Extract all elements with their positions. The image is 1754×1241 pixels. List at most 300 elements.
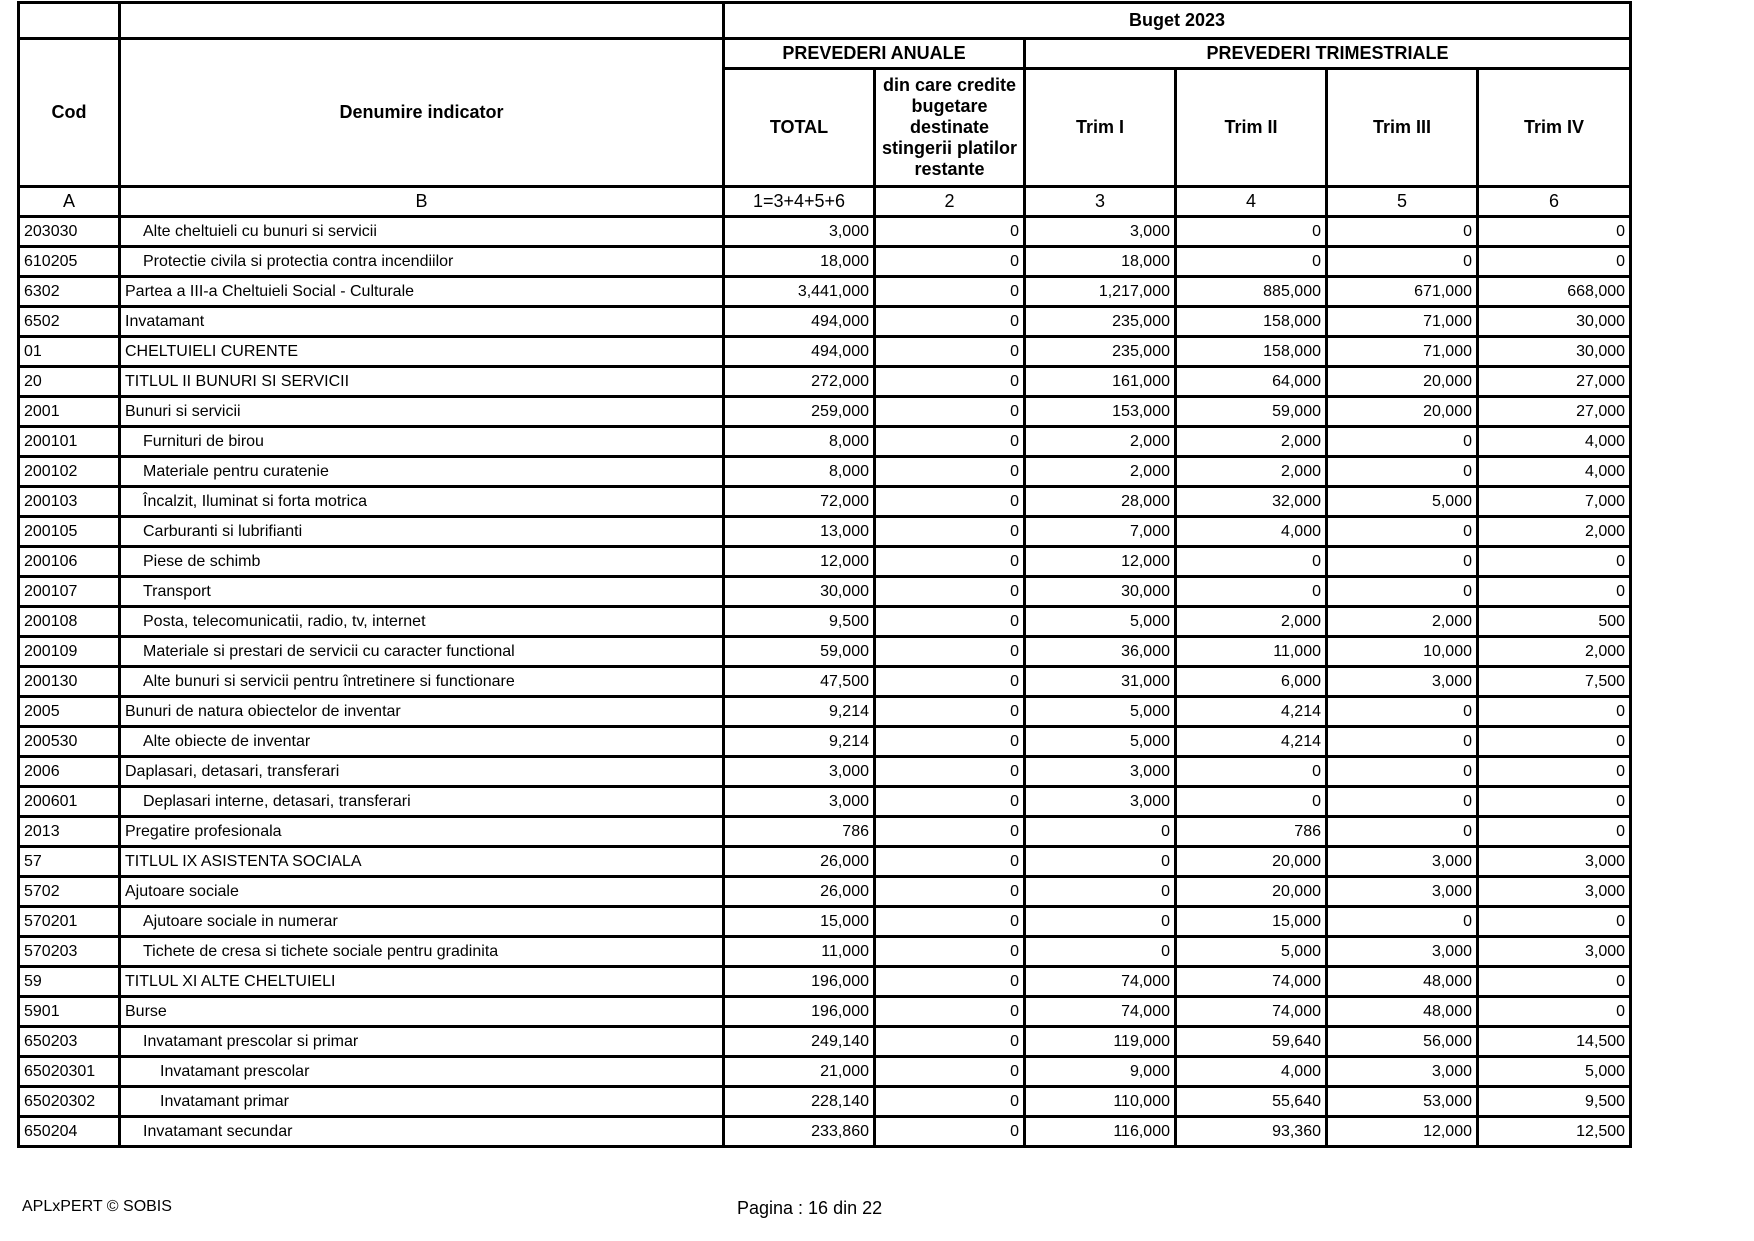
index-label-b: B — [120, 187, 724, 217]
cell-trim2: 0 — [1176, 217, 1327, 247]
cell-credite: 0 — [875, 877, 1025, 907]
cell-credite: 0 — [875, 787, 1025, 817]
cell-trim2: 5,000 — [1176, 937, 1327, 967]
cell-trim1: 119,000 — [1025, 1027, 1176, 1057]
cell-trim1: 0 — [1025, 907, 1176, 937]
cell-trim4: 9,500 — [1478, 1087, 1631, 1117]
cell-trim2: 0 — [1176, 247, 1327, 277]
cell-trim3: 0 — [1327, 457, 1478, 487]
cell-trim3: 53,000 — [1327, 1087, 1478, 1117]
cell-denumire: Burse — [120, 997, 724, 1027]
cell-trim2: 6,000 — [1176, 667, 1327, 697]
cell-trim3: 0 — [1327, 907, 1478, 937]
cell-trim2: 93,360 — [1176, 1117, 1327, 1147]
cell-trim4: 0 — [1478, 787, 1631, 817]
cell-credite: 0 — [875, 997, 1025, 1027]
cell-trim4: 3,000 — [1478, 877, 1631, 907]
cell-total: 13,000 — [724, 517, 875, 547]
cell-trim3: 71,000 — [1327, 337, 1478, 367]
cell-denumire: Furnituri de birou — [120, 427, 724, 457]
cell-trim1: 5,000 — [1025, 697, 1176, 727]
cell-trim3: 48,000 — [1327, 967, 1478, 997]
budget-table — [17, 1, 1632, 1148]
cell-trim3: 0 — [1327, 757, 1478, 787]
cell-denumire: TITLUL IX ASISTENTA SOCIALA — [120, 847, 724, 877]
cell-trim4: 27,000 — [1478, 397, 1631, 427]
cell-trim3: 3,000 — [1327, 667, 1478, 697]
cell-cod: 610205 — [19, 247, 120, 277]
cell-trim2: 0 — [1176, 577, 1327, 607]
cell-trim4: 0 — [1478, 967, 1631, 997]
cell-trim3: 3,000 — [1327, 937, 1478, 967]
table-row — [19, 367, 1631, 397]
cell-trim1: 5,000 — [1025, 727, 1176, 757]
cell-trim3: 71,000 — [1327, 307, 1478, 337]
cell-cod: 6302 — [19, 277, 120, 307]
cell-trim3: 12,000 — [1327, 1117, 1478, 1147]
table-row — [19, 937, 1631, 967]
table-row — [19, 457, 1631, 487]
table-row — [19, 397, 1631, 427]
cell-denumire: Ajutoare sociale in numerar — [120, 907, 724, 937]
cell-credite: 0 — [875, 667, 1025, 697]
cell-trim2: 20,000 — [1176, 877, 1327, 907]
cell-credite: 0 — [875, 457, 1025, 487]
cell-trim2: 11,000 — [1176, 637, 1327, 667]
cell-trim4: 0 — [1478, 757, 1631, 787]
cell-denumire: TITLUL XI ALTE CHELTUIELI — [120, 967, 724, 997]
cell-denumire: Pregatire profesionala — [120, 817, 724, 847]
cell-trim1: 74,000 — [1025, 997, 1176, 1027]
cell-trim3: 5,000 — [1327, 487, 1478, 517]
cell-total: 8,000 — [724, 457, 875, 487]
cell-cod: 2005 — [19, 697, 120, 727]
cell-trim3: 0 — [1327, 217, 1478, 247]
cell-trim1: 5,000 — [1025, 607, 1176, 637]
cell-trim2: 2,000 — [1176, 427, 1327, 457]
cell-trim1: 1,217,000 — [1025, 277, 1176, 307]
cell-trim3: 3,000 — [1327, 877, 1478, 907]
cell-denumire: Invatamant secundar — [120, 1117, 724, 1147]
cell-credite: 0 — [875, 967, 1025, 997]
table-row — [19, 817, 1631, 847]
cell-cod: 5901 — [19, 997, 120, 1027]
cell-trim4: 4,000 — [1478, 457, 1631, 487]
table-row — [19, 697, 1631, 727]
cell-total: 3,000 — [724, 787, 875, 817]
cell-trim4: 30,000 — [1478, 337, 1631, 367]
cell-trim3: 0 — [1327, 697, 1478, 727]
table-row — [19, 1057, 1631, 1087]
column-header-total: TOTAL — [724, 69, 875, 187]
cell-cod: 200106 — [19, 547, 120, 577]
footer-page-number: Pagina : 16 din 22 — [737, 1198, 883, 1218]
cell-denumire: Invatamant prescolar — [120, 1057, 724, 1087]
cell-cod: 200101 — [19, 427, 120, 457]
index-label-trim1: 3 — [1025, 187, 1176, 217]
cell-trim3: 2,000 — [1327, 607, 1478, 637]
cell-trim3: 0 — [1327, 427, 1478, 457]
cell-total: 3,000 — [724, 757, 875, 787]
cell-cod: 203030 — [19, 217, 120, 247]
cell-total: 26,000 — [724, 847, 875, 877]
cell-trim1: 235,000 — [1025, 307, 1176, 337]
cell-credite: 0 — [875, 277, 1025, 307]
cell-trim1: 28,000 — [1025, 487, 1176, 517]
cell-denumire: Posta, telecomunicatii, radio, tv, internet — [120, 607, 724, 637]
cell-denumire: Alte bunuri si servicii pentru întretinere si functionare — [120, 667, 724, 697]
cell-credite: 0 — [875, 1087, 1025, 1117]
cell-credite: 0 — [875, 637, 1025, 667]
cell-cod: 200105 — [19, 517, 120, 547]
table-row — [19, 337, 1631, 367]
cell-trim4: 0 — [1478, 247, 1631, 277]
cell-total: 15,000 — [724, 907, 875, 937]
footer-copyright: APLxPERT © SOBIS — [22, 1198, 172, 1215]
cell-trim4: 500 — [1478, 607, 1631, 637]
cell-trim2: 4,000 — [1176, 1057, 1327, 1087]
cell-trim1: 235,000 — [1025, 337, 1176, 367]
table-row — [19, 877, 1631, 907]
cell-trim2: 2,000 — [1176, 607, 1327, 637]
cell-denumire: Tichete de cresa si tichete sociale pentru gradinita — [120, 937, 724, 967]
cell-cod: 200108 — [19, 607, 120, 637]
table-row — [19, 967, 1631, 997]
cell-total: 9,500 — [724, 607, 875, 637]
cell-trim3: 48,000 — [1327, 997, 1478, 1027]
cell-cod: 59 — [19, 967, 120, 997]
cell-trim2: 32,000 — [1176, 487, 1327, 517]
index-label-trim3: 5 — [1327, 187, 1478, 217]
cell-trim4: 4,000 — [1478, 427, 1631, 457]
cell-total: 494,000 — [724, 307, 875, 337]
cell-credite: 0 — [875, 727, 1025, 757]
cell-total: 259,000 — [724, 397, 875, 427]
cell-total: 30,000 — [724, 577, 875, 607]
cell-credite: 0 — [875, 1117, 1025, 1147]
cell-credite: 0 — [875, 487, 1025, 517]
cell-trim2: 158,000 — [1176, 307, 1327, 337]
cell-credite: 0 — [875, 817, 1025, 847]
cell-trim4: 0 — [1478, 547, 1631, 577]
group-header-trimestriale: PREVEDERI TRIMESTRIALE — [1025, 39, 1631, 69]
cell-total: 196,000 — [724, 967, 875, 997]
cell-trim1: 2,000 — [1025, 457, 1176, 487]
cell-trim2: 74,000 — [1176, 997, 1327, 1027]
cell-total: 11,000 — [724, 937, 875, 967]
cell-denumire: Materiale pentru curatenie — [120, 457, 724, 487]
cell-trim1: 18,000 — [1025, 247, 1176, 277]
cell-cod: 6502 — [19, 307, 120, 337]
cell-cod: 570203 — [19, 937, 120, 967]
cell-credite: 0 — [875, 397, 1025, 427]
cell-credite: 0 — [875, 427, 1025, 457]
cell-credite: 0 — [875, 1057, 1025, 1087]
cell-denumire: Alte obiecte de inventar — [120, 727, 724, 757]
cell-trim3: 3,000 — [1327, 847, 1478, 877]
cell-trim1: 74,000 — [1025, 967, 1176, 997]
cell-trim3: 20,000 — [1327, 397, 1478, 427]
cell-trim4: 7,500 — [1478, 667, 1631, 697]
cell-trim1: 3,000 — [1025, 787, 1176, 817]
cell-trim4: 0 — [1478, 217, 1631, 247]
cell-total: 9,214 — [724, 697, 875, 727]
cell-cod: 65020301 — [19, 1057, 120, 1087]
cell-trim2: 158,000 — [1176, 337, 1327, 367]
cell-credite: 0 — [875, 697, 1025, 727]
cell-trim4: 2,000 — [1478, 637, 1631, 667]
cell-credite: 0 — [875, 217, 1025, 247]
table-row — [19, 847, 1631, 877]
cell-cod: 2001 — [19, 397, 120, 427]
cell-trim1: 0 — [1025, 937, 1176, 967]
cell-trim3: 0 — [1327, 727, 1478, 757]
cell-trim3: 671,000 — [1327, 277, 1478, 307]
cell-total: 26,000 — [724, 877, 875, 907]
cell-trim2: 59,000 — [1176, 397, 1327, 427]
cell-trim2: 59,640 — [1176, 1027, 1327, 1057]
cell-cod: 2006 — [19, 757, 120, 787]
cell-trim2: 0 — [1176, 787, 1327, 817]
cell-cod: 57 — [19, 847, 120, 877]
cell-trim3: 0 — [1327, 787, 1478, 817]
cell-total: 9,214 — [724, 727, 875, 757]
cell-trim2: 885,000 — [1176, 277, 1327, 307]
table-row — [19, 1087, 1631, 1117]
cell-cod: 20 — [19, 367, 120, 397]
column-header-trim3: Trim III — [1327, 69, 1478, 187]
cell-cod: 570201 — [19, 907, 120, 937]
cell-denumire: TITLUL II BUNURI SI SERVICII — [120, 367, 724, 397]
cell-trim4: 0 — [1478, 997, 1631, 1027]
table-row — [19, 217, 1631, 247]
cell-trim1: 161,000 — [1025, 367, 1176, 397]
column-header-denumire: Denumire indicator — [120, 39, 724, 187]
cell-cod: 200601 — [19, 787, 120, 817]
budget-year-title: Buget 2023 — [724, 3, 1631, 39]
cell-denumire: Protectie civila si protectia contra incendiilor — [120, 247, 724, 277]
cell-denumire: Invatamant prescolar si primar — [120, 1027, 724, 1057]
cell-trim4: 0 — [1478, 577, 1631, 607]
column-header-cod: Cod — [19, 39, 120, 187]
cell-trim4: 7,000 — [1478, 487, 1631, 517]
cell-trim3: 20,000 — [1327, 367, 1478, 397]
cell-total: 3,000 — [724, 217, 875, 247]
cell-trim2: 0 — [1176, 547, 1327, 577]
cell-credite: 0 — [875, 247, 1025, 277]
cell-total: 249,140 — [724, 1027, 875, 1057]
cell-trim3: 10,000 — [1327, 637, 1478, 667]
cell-trim4: 5,000 — [1478, 1057, 1631, 1087]
cell-trim1: 153,000 — [1025, 397, 1176, 427]
cell-trim1: 110,000 — [1025, 1087, 1176, 1117]
cell-total: 494,000 — [724, 337, 875, 367]
cell-denumire: Transport — [120, 577, 724, 607]
cell-total: 21,000 — [724, 1057, 875, 1087]
cell-total: 786 — [724, 817, 875, 847]
table-row — [19, 247, 1631, 277]
cell-trim2: 64,000 — [1176, 367, 1327, 397]
group-header-anuale: PREVEDERI ANUALE — [724, 39, 1025, 69]
cell-trim1: 3,000 — [1025, 757, 1176, 787]
cell-cod: 200109 — [19, 637, 120, 667]
table-row — [19, 517, 1631, 547]
table-row — [19, 637, 1631, 667]
cell-trim2: 4,214 — [1176, 697, 1327, 727]
cell-total: 59,000 — [724, 637, 875, 667]
cell-denumire: Partea a III-a Cheltuieli Social - Culturale — [120, 277, 724, 307]
cell-trim1: 9,000 — [1025, 1057, 1176, 1087]
cell-credite: 0 — [875, 577, 1025, 607]
column-header-trim2: Trim II — [1176, 69, 1327, 187]
cell-trim3: 56,000 — [1327, 1027, 1478, 1057]
cell-credite: 0 — [875, 517, 1025, 547]
cell-trim2: 74,000 — [1176, 967, 1327, 997]
cell-total: 47,500 — [724, 667, 875, 697]
cell-denumire: Bunuri de natura obiectelor de inventar — [120, 697, 724, 727]
cell-trim3: 0 — [1327, 547, 1478, 577]
table-row — [19, 1117, 1631, 1147]
cell-total: 233,860 — [724, 1117, 875, 1147]
cell-credite: 0 — [875, 337, 1025, 367]
table-header — [19, 3, 1631, 217]
cell-total: 228,140 — [724, 1087, 875, 1117]
cell-trim4: 668,000 — [1478, 277, 1631, 307]
cell-trim1: 0 — [1025, 847, 1176, 877]
cell-credite: 0 — [875, 1027, 1025, 1057]
cell-credite: 0 — [875, 847, 1025, 877]
cell-trim1: 12,000 — [1025, 547, 1176, 577]
cell-denumire: Piese de schimb — [120, 547, 724, 577]
cell-total: 196,000 — [724, 997, 875, 1027]
cell-trim4: 3,000 — [1478, 937, 1631, 967]
cell-credite: 0 — [875, 907, 1025, 937]
cell-trim1: 30,000 — [1025, 577, 1176, 607]
cell-cod: 200530 — [19, 727, 120, 757]
cell-trim3: 0 — [1327, 247, 1478, 277]
table-row — [19, 547, 1631, 577]
cell-trim4: 30,000 — [1478, 307, 1631, 337]
cell-trim1: 31,000 — [1025, 667, 1176, 697]
cell-trim2: 15,000 — [1176, 907, 1327, 937]
table-row — [19, 997, 1631, 1027]
cell-total: 12,000 — [724, 547, 875, 577]
cell-trim1: 3,000 — [1025, 217, 1176, 247]
cell-trim3: 0 — [1327, 577, 1478, 607]
cell-denumire: Daplasari, detasari, transferari — [120, 757, 724, 787]
cell-total: 18,000 — [724, 247, 875, 277]
cell-trim4: 27,000 — [1478, 367, 1631, 397]
cell-trim3: 0 — [1327, 517, 1478, 547]
cell-trim3: 3,000 — [1327, 1057, 1478, 1087]
table-body — [19, 217, 1631, 1147]
cell-denumire: Invatamant — [120, 307, 724, 337]
cell-trim1: 7,000 — [1025, 517, 1176, 547]
cell-trim1: 0 — [1025, 817, 1176, 847]
table-row — [19, 907, 1631, 937]
cell-credite: 0 — [875, 307, 1025, 337]
cell-trim2: 20,000 — [1176, 847, 1327, 877]
cell-credite: 0 — [875, 367, 1025, 397]
cell-total: 8,000 — [724, 427, 875, 457]
cell-total: 3,441,000 — [724, 277, 875, 307]
cell-trim4: 14,500 — [1478, 1027, 1631, 1057]
table-row — [19, 607, 1631, 637]
cell-credite: 0 — [875, 757, 1025, 787]
table-row — [19, 277, 1631, 307]
cell-total: 72,000 — [724, 487, 875, 517]
cell-trim1: 0 — [1025, 877, 1176, 907]
cell-trim1: 116,000 — [1025, 1117, 1176, 1147]
index-label-a: A — [19, 187, 120, 217]
table-row — [19, 787, 1631, 817]
cell-credite: 0 — [875, 607, 1025, 637]
cell-trim4: 3,000 — [1478, 847, 1631, 877]
cell-trim3: 0 — [1327, 817, 1478, 847]
table-row — [19, 667, 1631, 697]
cell-trim4: 0 — [1478, 817, 1631, 847]
cell-credite: 0 — [875, 547, 1025, 577]
cell-denumire: Bunuri si servicii — [120, 397, 724, 427]
cell-trim1: 2,000 — [1025, 427, 1176, 457]
table-row — [19, 757, 1631, 787]
cell-trim4: 0 — [1478, 697, 1631, 727]
table-row — [19, 427, 1631, 457]
table-row — [19, 487, 1631, 517]
cell-credite: 0 — [875, 937, 1025, 967]
cell-trim2: 55,640 — [1176, 1087, 1327, 1117]
cell-denumire: Ajutoare sociale — [120, 877, 724, 907]
cell-cod: 5702 — [19, 877, 120, 907]
cell-trim2: 4,000 — [1176, 517, 1327, 547]
cell-trim2: 4,214 — [1176, 727, 1327, 757]
header-empty-denumire — [120, 3, 724, 39]
cell-trim2: 0 — [1176, 757, 1327, 787]
cell-denumire: Materiale si prestari de servicii cu caracter functional — [120, 637, 724, 667]
column-header-trim1: Trim I — [1025, 69, 1176, 187]
cell-trim4: 0 — [1478, 727, 1631, 757]
cell-trim4: 2,000 — [1478, 517, 1631, 547]
cell-total: 272,000 — [724, 367, 875, 397]
cell-denumire: Deplasari interne, detasari, transferari — [120, 787, 724, 817]
cell-cod: 650203 — [19, 1027, 120, 1057]
cell-denumire: Invatamant primar — [120, 1087, 724, 1117]
cell-trim4: 0 — [1478, 907, 1631, 937]
cell-cod: 2013 — [19, 817, 120, 847]
index-label-trim2: 4 — [1176, 187, 1327, 217]
cell-trim1: 36,000 — [1025, 637, 1176, 667]
cell-cod: 65020302 — [19, 1087, 120, 1117]
cell-denumire: Alte cheltuieli cu bunuri si servicii — [120, 217, 724, 247]
column-header-credite: din care credite bugetare destinate stingerii platilor restante — [875, 69, 1025, 187]
index-label-total: 1=3+4+5+6 — [724, 187, 875, 217]
cell-trim2: 786 — [1176, 817, 1327, 847]
cell-denumire: Încalzit, Iluminat si forta motrica — [120, 487, 724, 517]
cell-trim2: 2,000 — [1176, 457, 1327, 487]
index-label-credite: 2 — [875, 187, 1025, 217]
cell-cod: 200102 — [19, 457, 120, 487]
cell-denumire: Carburanti si lubrifianti — [120, 517, 724, 547]
table-row — [19, 1027, 1631, 1057]
header-empty-cod — [19, 3, 120, 39]
cell-cod: 200130 — [19, 667, 120, 697]
cell-denumire: CHELTUIELI CURENTE — [120, 337, 724, 367]
table-row — [19, 727, 1631, 757]
table-row — [19, 577, 1631, 607]
cell-trim4: 12,500 — [1478, 1117, 1631, 1147]
table-row — [19, 307, 1631, 337]
cell-cod: 650204 — [19, 1117, 120, 1147]
